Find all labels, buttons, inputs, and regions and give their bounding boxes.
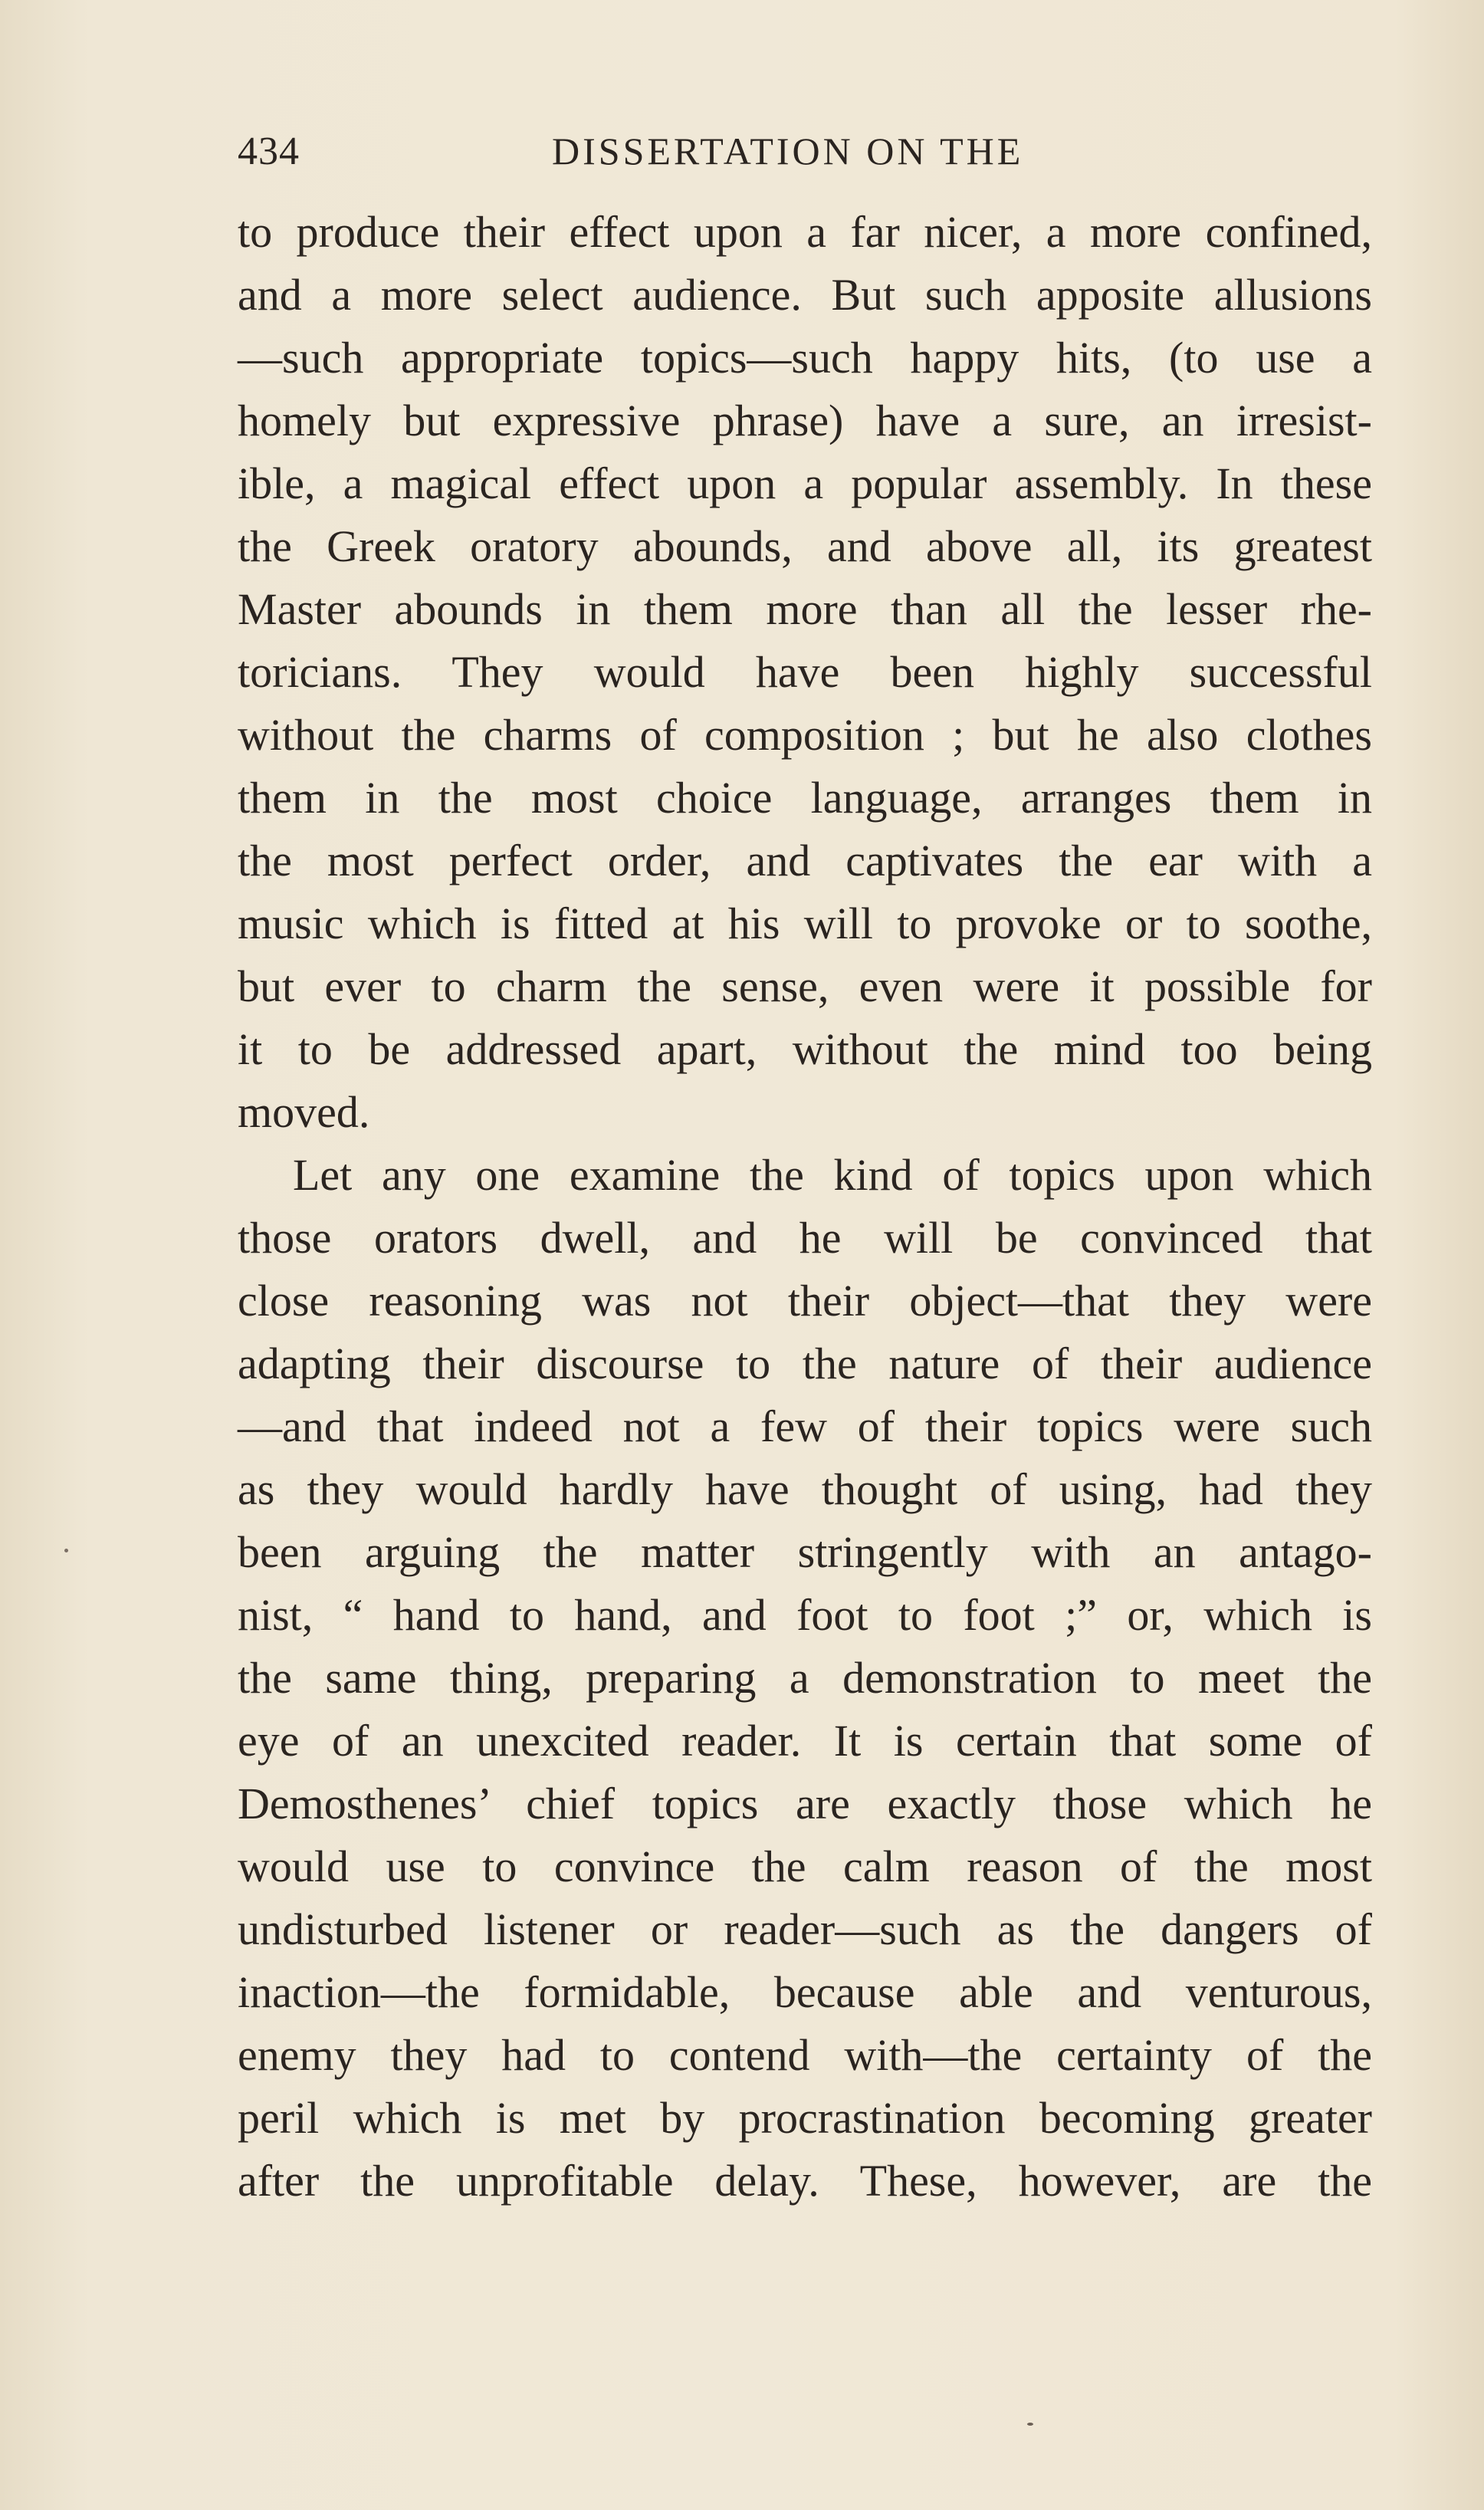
text-line: moved. — [238, 1087, 370, 1137]
ink-speck — [1027, 2423, 1033, 2426]
text-line: Master abounds in them more than all the lesser rhe- — [238, 584, 1372, 634]
text-line: but ever to charm the sense, even were it possible for — [238, 961, 1372, 1011]
text-line: adapting their discourse to the nature of their audience — [238, 1339, 1372, 1388]
text-line: homely but expressive phrase) have a sure, an irresist- — [238, 396, 1372, 445]
text-line: the most perfect order, and captivates the ear with a — [238, 836, 1372, 885]
text-line: it to be addressed apart, without the mind too being — [238, 1024, 1372, 1074]
text-line: after the unprofitable delay. These, however, are the — [238, 2156, 1372, 2206]
text-line: inaction—the formidable, because able and venturous, — [238, 1967, 1372, 2017]
text-line: peril which is met by procrastination becoming greater — [238, 2093, 1372, 2143]
text-line: those orators dwell, and he will be convinced that — [238, 1213, 1372, 1263]
page-number: 434 — [238, 130, 300, 173]
text-line: undisturbed listener or reader—such as the dangers of — [238, 1904, 1372, 1954]
text-line: nist, “ hand to hand, and foot to foot ;” or, which is — [238, 1590, 1372, 1640]
text-line: enemy they had to contend with—the certainty of the — [238, 2030, 1372, 2080]
text-line: them in the most choice language, arranges them in — [238, 773, 1372, 823]
text-line: ible, a magical effect upon a popular assembly. In these — [238, 458, 1372, 508]
text-line: as they would hardly have thought of using, had they — [238, 1464, 1372, 1514]
text-line: to produce their effect upon a far nicer, a more confined, — [238, 207, 1372, 257]
paragraph-start-line: Let any one examine the kind of topics upon which — [293, 1150, 1372, 1200]
text-line: and a more select audience. But such apposite allusions — [238, 270, 1372, 320]
text-line: Demosthenes’ chief topics are exactly those which he — [238, 1779, 1372, 1828]
ink-speck — [64, 1549, 68, 1552]
text-line: —such appropriate topics—such happy hits, (to use a — [238, 333, 1372, 383]
text-line: would use to convince the calm reason of the most — [238, 1841, 1372, 1891]
text-line: —and that indeed not a few of their topics were such — [238, 1401, 1372, 1451]
page-header — [238, 129, 1372, 182]
text-line: the Greek oratory abounds, and above all, its greatest — [238, 521, 1372, 571]
text-line: toricians. They would have been highly successful — [238, 647, 1372, 697]
text-line: without the charms of composition ; but he also clothes — [238, 710, 1372, 760]
text-line: close reasoning was not their object—that they were — [238, 1276, 1372, 1326]
running-head: DISSERTATION ON THE — [552, 130, 1024, 172]
text-line: been arguing the matter stringently with an antago- — [238, 1527, 1372, 1577]
body-text — [238, 201, 1372, 2213]
text-line: eye of an unexcited reader. It is certain that some of — [238, 1716, 1372, 1766]
text-line: music which is fitted at his will to provoke or to soothe, — [238, 899, 1372, 948]
text-line: the same thing, preparing a demonstration to meet the — [238, 1653, 1372, 1703]
